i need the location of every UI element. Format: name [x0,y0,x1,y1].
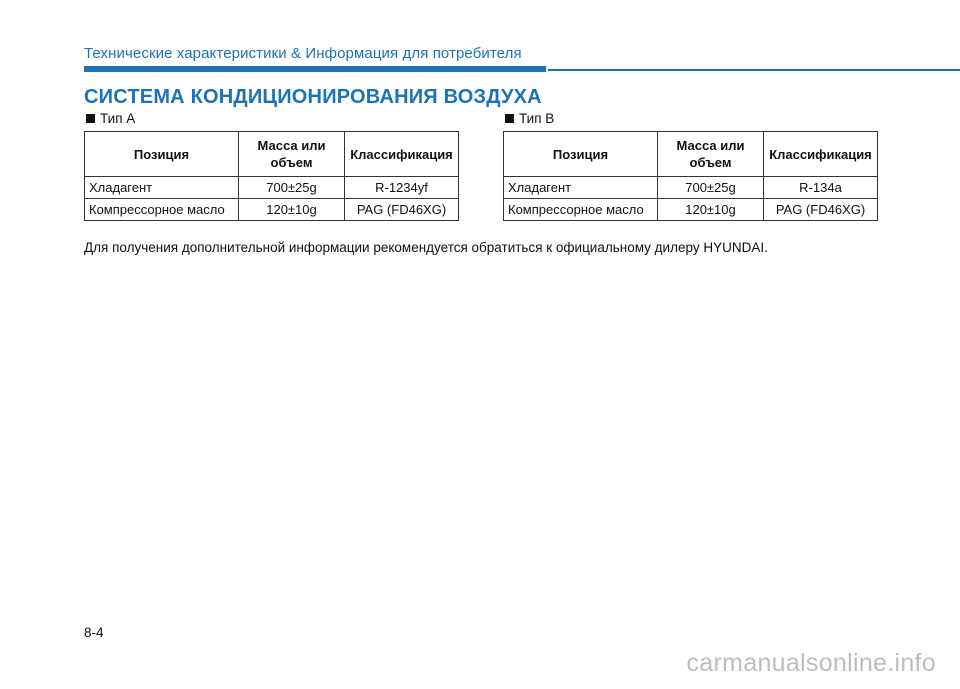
table-cell: Хладагент [85,177,239,199]
type-b-label [505,111,554,126]
table-row [504,177,878,199]
section-title: СИСТЕМА КОНДИЦИОНИРОВАНИЯ ВОЗДУХА [84,86,542,108]
watermark-text: carmanualsonline.info [686,649,936,677]
page-header-title: Технические характеристики & Информация для потребителя [84,45,522,62]
column-header-mass: Масса или объем [658,132,764,177]
table-header-row [85,132,459,177]
column-header-position: Позиция [85,132,239,177]
table-cell: 120±10g [239,199,345,221]
table-row [85,177,459,199]
type-b-label-text: Тип B [519,111,555,126]
square-bullet-icon [505,114,514,123]
type-b-spec-table [503,131,878,221]
square-bullet-icon [86,114,95,123]
table-cell: PAG (FD46XG) [764,199,878,221]
table-cell: R-134a [764,177,878,199]
header-divider-thick [84,66,546,72]
table-cell: Компрессорное масло [504,199,658,221]
table-cell: Хладагент [504,177,658,199]
table-cell: 700±25g [239,177,345,199]
header-divider-thin [548,69,960,71]
page-number: 8-4 [84,625,104,640]
dealer-note: Для получения дополнительной информации рекомендуется обратиться к официальному дилеру HYUNDAI. [84,240,768,255]
table-row [504,199,878,221]
column-header-classification: Классификация [345,132,459,177]
table-row [85,199,459,221]
column-header-position: Позиция [504,132,658,177]
column-header-classification: Классификация [764,132,878,177]
table-cell: Компрессорное масло [85,199,239,221]
type-a-label [86,111,135,126]
type-a-label-text: Тип A [100,111,136,126]
table-header-row [504,132,878,177]
column-header-mass: Масса или объем [239,132,345,177]
type-a-spec-table [84,131,459,221]
table-cell: R-1234yf [345,177,459,199]
table-cell: PAG (FD46XG) [345,199,459,221]
table-cell: 700±25g [658,177,764,199]
table-cell: 120±10g [658,199,764,221]
